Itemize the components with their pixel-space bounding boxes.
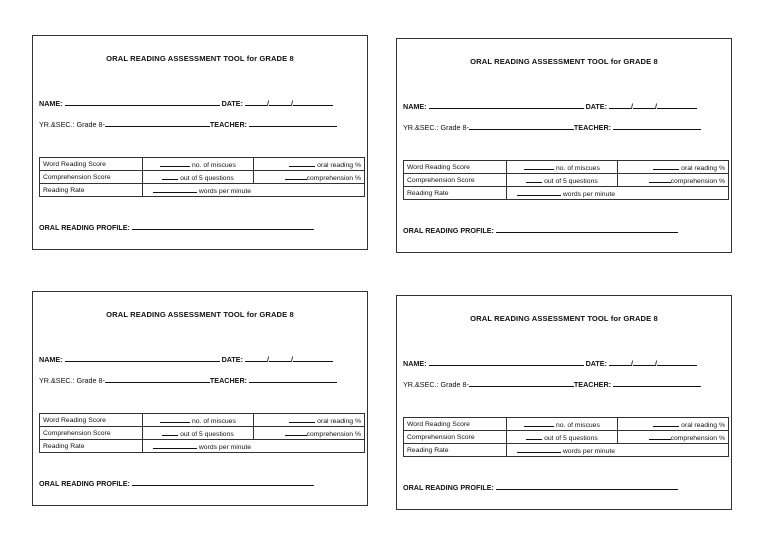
teacher-field[interactable] [249, 375, 337, 383]
date-label: DATE: [221, 99, 243, 108]
section-teacher-line [39, 375, 337, 385]
date-separator: / [631, 359, 633, 368]
row-label: Word Reading Score [404, 161, 507, 174]
miscues-field[interactable] [160, 159, 190, 167]
comprehension-field[interactable] [649, 175, 671, 183]
miscues-field[interactable] [160, 415, 190, 423]
table-row [404, 174, 729, 187]
card-title: ORAL READING ASSESSMENT TOOL for GRADE 8 [106, 310, 294, 319]
profile-field[interactable] [496, 482, 678, 490]
assessment-card [32, 35, 368, 250]
cell-text: words per minute [198, 188, 252, 195]
cell-text: comprehension % [670, 435, 725, 442]
rate-cell[interactable] [507, 444, 729, 457]
profile-line [39, 222, 314, 232]
score-table [403, 417, 729, 457]
table-row [404, 444, 729, 457]
questions-field[interactable] [162, 172, 178, 180]
oral-reading-field[interactable] [653, 419, 679, 427]
profile-label: ORAL READING PROFILE: [39, 223, 130, 232]
yr-sec-label: YR.&SEC.: Grade 8- [39, 120, 105, 129]
cell-text: oral reading % [317, 162, 361, 169]
section-field[interactable] [105, 375, 210, 383]
questions-cell[interactable] [507, 174, 618, 187]
table-row [404, 418, 729, 431]
cell-text: oral reading % [317, 418, 361, 425]
comprehension-cell[interactable] [254, 427, 365, 440]
section-teacher-line [403, 379, 701, 389]
miscues-cell[interactable] [507, 161, 618, 174]
date-year-field[interactable] [293, 98, 333, 106]
oral-reading-cell[interactable] [254, 414, 365, 427]
yr-sec-label: YR.&SEC.: Grade 8- [39, 376, 105, 385]
date-year-field[interactable] [657, 101, 697, 109]
name-field[interactable] [65, 98, 220, 106]
date-label: DATE: [585, 359, 607, 368]
row-label: Comprehension Score [404, 174, 507, 187]
cell-text: comprehension % [670, 178, 725, 185]
cell-text: oral reading % [681, 422, 725, 429]
score-table [39, 157, 365, 197]
rate-cell[interactable] [143, 440, 365, 453]
name-field[interactable] [65, 354, 220, 362]
cell-text: no. of miscues [556, 422, 600, 429]
date-month-field[interactable] [245, 98, 267, 106]
name-field[interactable] [429, 358, 584, 366]
rate-cell[interactable] [507, 187, 729, 200]
row-label: Word Reading Score [404, 418, 507, 431]
section-field[interactable] [105, 119, 210, 127]
name-date-line [403, 101, 697, 111]
date-separator: / [267, 355, 269, 364]
comprehension-field[interactable] [285, 428, 307, 436]
name-field[interactable] [429, 101, 584, 109]
row-label: Word Reading Score [40, 414, 143, 427]
score-table [39, 413, 365, 453]
score-table [403, 160, 729, 200]
comprehension-cell[interactable] [618, 174, 729, 187]
miscues-field[interactable] [524, 419, 554, 427]
name-label: NAME: [403, 102, 427, 111]
table-row [40, 158, 365, 171]
date-label: DATE: [221, 355, 243, 364]
date-month-field[interactable] [609, 101, 631, 109]
teacher-label: TEACHER: [573, 123, 612, 132]
cell-text: out of 5 questions [180, 431, 234, 438]
oral-reading-cell[interactable] [618, 418, 729, 431]
name-date-line [39, 354, 333, 364]
rate-field[interactable] [153, 441, 197, 449]
date-month-field[interactable] [245, 354, 267, 362]
cell-text: comprehension % [306, 175, 361, 182]
oral-reading-cell[interactable] [618, 161, 729, 174]
questions-field[interactable] [526, 432, 542, 440]
miscues-cell[interactable] [143, 158, 254, 171]
section-teacher-line [39, 119, 337, 129]
teacher-label: TEACHER: [209, 376, 248, 385]
row-label: Comprehension Score [40, 427, 143, 440]
questions-field[interactable] [526, 175, 542, 183]
comprehension-field[interactable] [285, 172, 307, 180]
card-title: ORAL READING ASSESSMENT TOOL for GRADE 8 [106, 54, 294, 63]
cell-text: words per minute [562, 191, 616, 198]
date-label: DATE: [585, 102, 607, 111]
table-row [40, 171, 365, 184]
cell-text: no. of miscues [556, 165, 600, 172]
questions-cell[interactable] [507, 431, 618, 444]
row-label: Reading Rate [404, 187, 507, 200]
date-separator: / [631, 102, 633, 111]
table-row [404, 161, 729, 174]
questions-field[interactable] [162, 428, 178, 436]
name-date-line [39, 98, 333, 108]
profile-label: ORAL READING PROFILE: [39, 479, 130, 488]
teacher-field[interactable] [249, 119, 337, 127]
profile-label: ORAL READING PROFILE: [403, 226, 494, 235]
date-separator: / [291, 99, 293, 108]
assessment-card [32, 291, 368, 506]
date-day-field[interactable] [269, 98, 291, 106]
name-label: NAME: [403, 359, 427, 368]
table-row [404, 187, 729, 200]
row-label: Comprehension Score [404, 431, 507, 444]
name-date-line [403, 358, 697, 368]
date-day-field[interactable] [269, 354, 291, 362]
profile-line [39, 478, 314, 488]
oral-reading-field[interactable] [289, 415, 315, 423]
table-row [404, 431, 729, 444]
assessment-card [396, 295, 732, 510]
rate-field[interactable] [517, 445, 561, 453]
teacher-label: TEACHER: [573, 380, 612, 389]
cell-text: words per minute [198, 444, 252, 451]
row-label: Comprehension Score [40, 171, 143, 184]
row-label: Reading Rate [40, 184, 143, 197]
section-teacher-line [403, 122, 701, 132]
oral-reading-field[interactable] [289, 159, 315, 167]
comprehension-field[interactable] [649, 432, 671, 440]
table-row [40, 440, 365, 453]
cell-text: words per minute [562, 448, 616, 455]
questions-cell[interactable] [143, 171, 254, 184]
cell-text: no. of miscues [192, 162, 236, 169]
profile-field[interactable] [132, 222, 314, 230]
comprehension-cell[interactable] [618, 431, 729, 444]
assessment-card [396, 38, 732, 253]
name-label: NAME: [39, 99, 63, 108]
miscues-field[interactable] [524, 162, 554, 170]
profile-label: ORAL READING PROFILE: [403, 483, 494, 492]
card-title: ORAL READING ASSESSMENT TOOL for GRADE 8 [470, 57, 658, 66]
profile-field[interactable] [132, 478, 314, 486]
profile-line [403, 482, 678, 492]
date-separator: / [655, 102, 657, 111]
table-row [40, 427, 365, 440]
date-year-field[interactable] [657, 358, 697, 366]
comprehension-cell[interactable] [254, 171, 365, 184]
questions-cell[interactable] [143, 427, 254, 440]
card-title: ORAL READING ASSESSMENT TOOL for GRADE 8 [470, 314, 658, 323]
date-separator: / [267, 99, 269, 108]
rate-field[interactable] [517, 188, 561, 196]
date-separator: / [655, 359, 657, 368]
date-day-field[interactable] [633, 101, 655, 109]
cell-text: out of 5 questions [180, 175, 234, 182]
yr-sec-label: YR.&SEC.: Grade 8- [403, 123, 469, 132]
date-month-field[interactable] [609, 358, 631, 366]
profile-field[interactable] [496, 225, 678, 233]
name-label: NAME: [39, 355, 63, 364]
yr-sec-label: YR.&SEC.: Grade 8- [403, 380, 469, 389]
teacher-field[interactable] [613, 379, 701, 387]
rate-field[interactable] [153, 185, 197, 193]
row-label: Reading Rate [40, 440, 143, 453]
table-row [40, 414, 365, 427]
oral-reading-cell[interactable] [254, 158, 365, 171]
cell-text: out of 5 questions [544, 178, 598, 185]
miscues-cell[interactable] [143, 414, 254, 427]
date-separator: / [291, 355, 293, 364]
table-row [40, 184, 365, 197]
cell-text: oral reading % [681, 165, 725, 172]
oral-reading-field[interactable] [653, 162, 679, 170]
section-field[interactable] [469, 122, 574, 130]
teacher-field[interactable] [613, 122, 701, 130]
rate-cell[interactable] [143, 184, 365, 197]
date-year-field[interactable] [293, 354, 333, 362]
row-label: Reading Rate [404, 444, 507, 457]
profile-line [403, 225, 678, 235]
date-day-field[interactable] [633, 358, 655, 366]
section-field[interactable] [469, 379, 574, 387]
cell-text: no. of miscues [192, 418, 236, 425]
cell-text: comprehension % [306, 431, 361, 438]
row-label: Word Reading Score [40, 158, 143, 171]
teacher-label: TEACHER: [209, 120, 248, 129]
miscues-cell[interactable] [507, 418, 618, 431]
cell-text: out of 5 questions [544, 435, 598, 442]
